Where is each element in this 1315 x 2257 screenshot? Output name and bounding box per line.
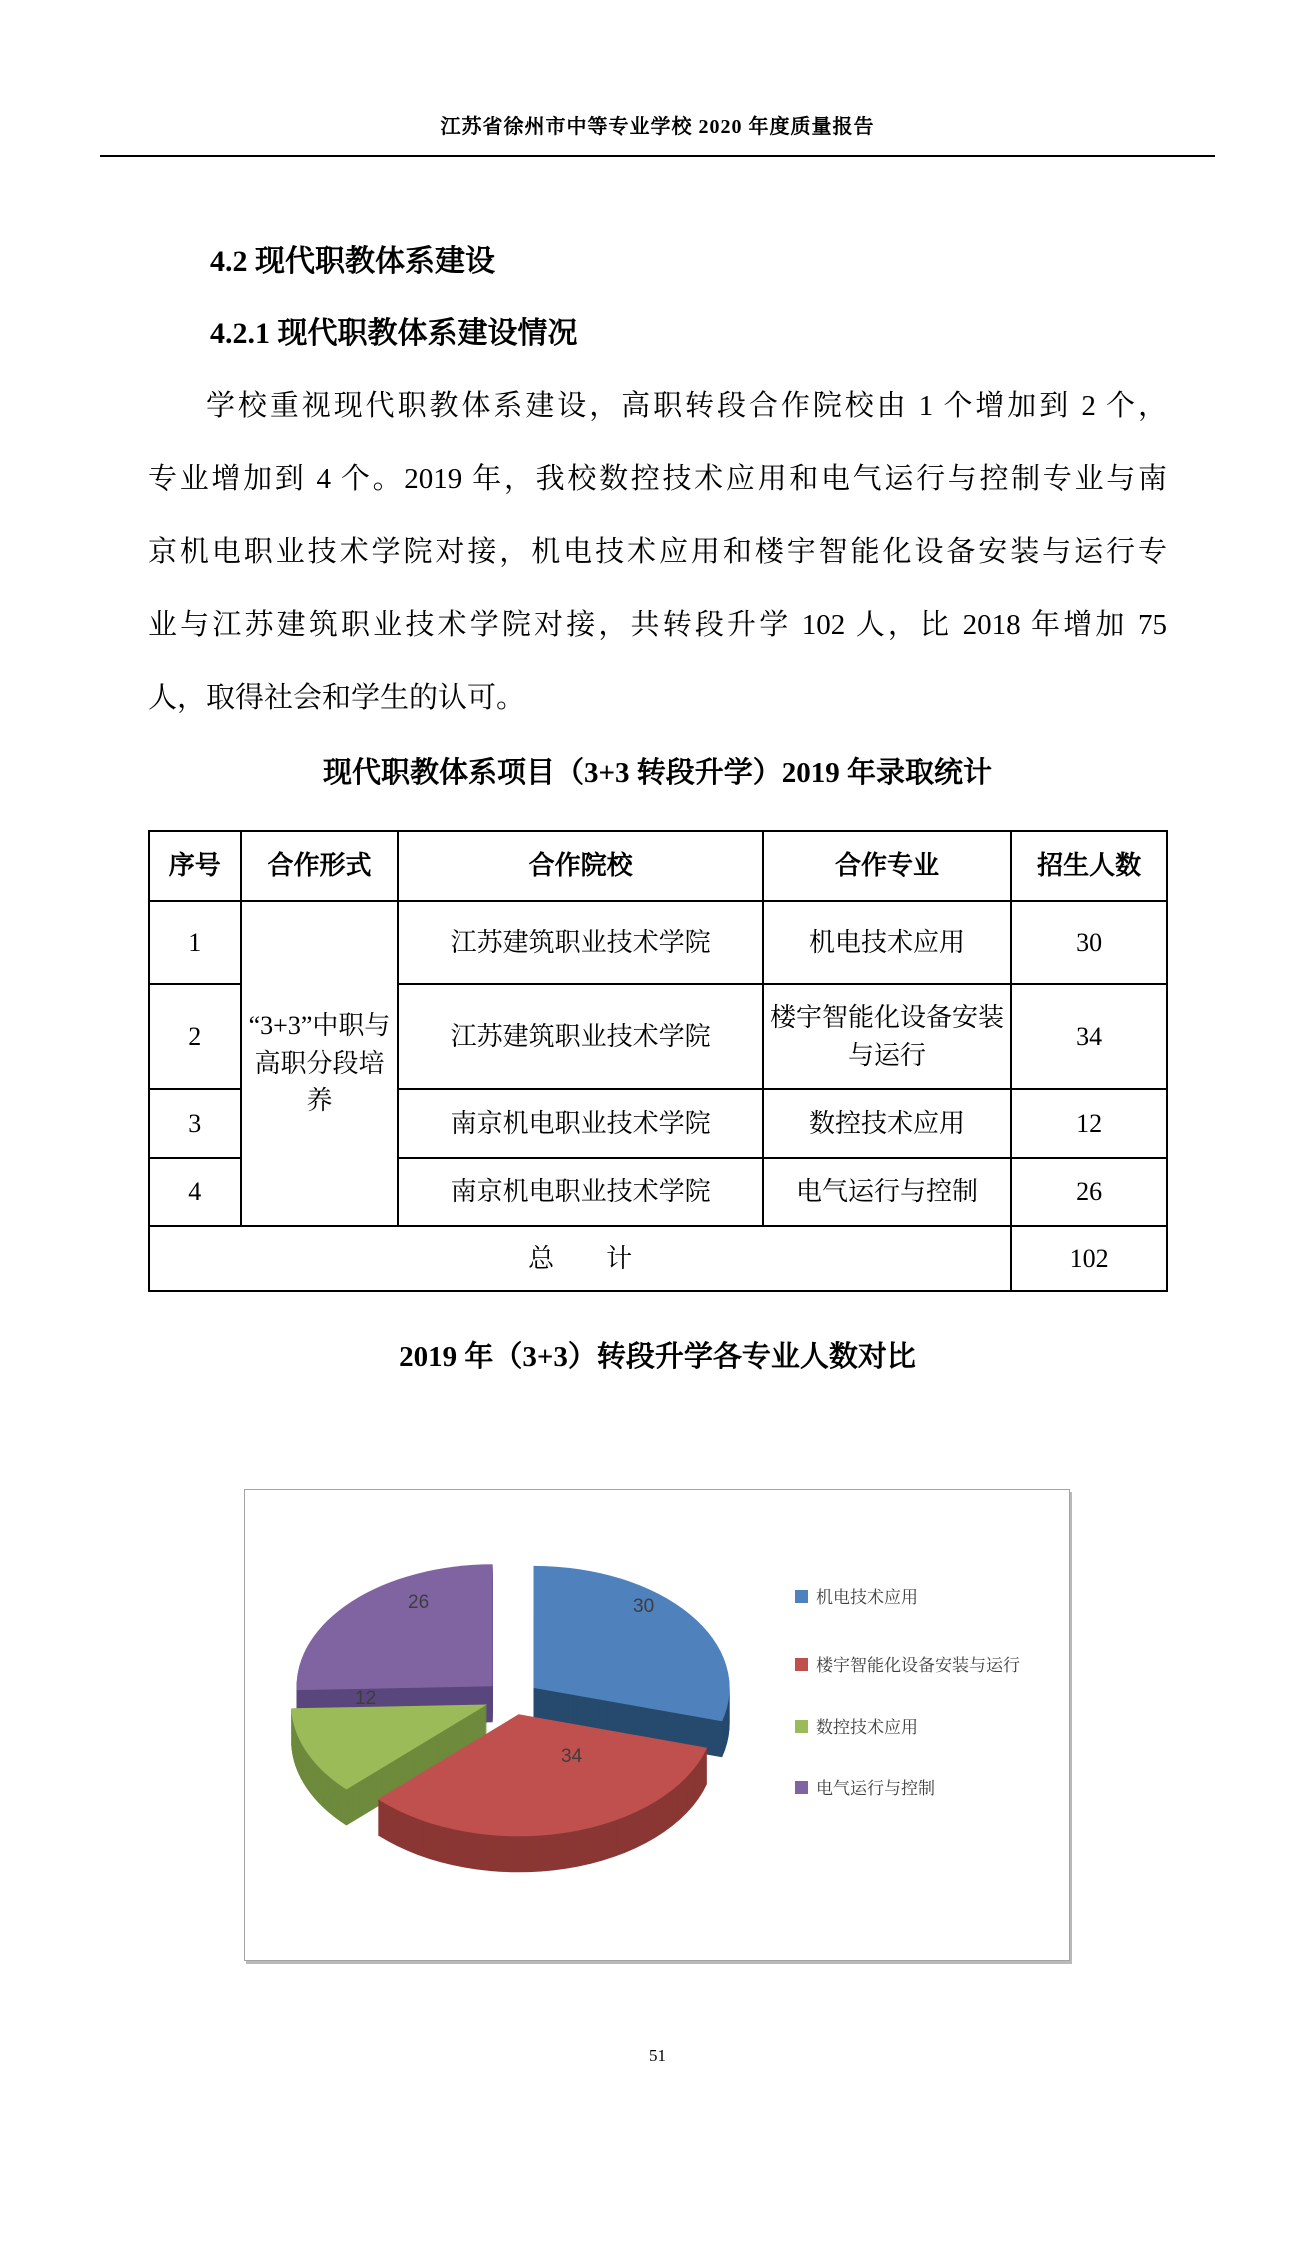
admission-table <box>148 830 1168 1292</box>
total-label: 总 计 <box>149 1226 1011 1291</box>
table-header-row <box>149 831 1167 901</box>
legend-item <box>795 1776 1021 1802</box>
page-number: 51 <box>649 2046 666 2065</box>
pie-data-label: 26 <box>408 1592 430 1613</box>
legend-item <box>795 1585 1021 1611</box>
legend-swatch-icon <box>795 1781 808 1794</box>
chart-legend <box>795 1490 1063 1960</box>
table-row <box>149 901 1167 984</box>
cell-college: 江苏建筑职业技术学院 <box>398 901 762 984</box>
cell-no: 2 <box>149 984 241 1089</box>
cell-major: 楼宇智能化设备安装与运行 <box>763 984 1011 1089</box>
subsection-heading: 4.2.1 现代职教体系建设情况 <box>210 317 578 350</box>
cell-count: 12 <box>1011 1089 1167 1158</box>
pie-slice-top <box>297 1564 493 1690</box>
paragraph-line: 学校重视现代职教体系建设，高职转段合作院校由 1 个增加到 2 个， <box>206 390 1167 422</box>
legend-label: 楼宇智能化设备安装与运行 <box>816 1656 1020 1675</box>
legend-swatch-icon <box>795 1590 808 1603</box>
report-header: 江苏省徐州市中等专业学校 2020 年度质量报告 <box>440 116 875 138</box>
paragraph-line: 业与江苏建筑职业技术学院对接，共转段升学 102 人，比 2018 年增加 75 <box>148 609 1167 641</box>
legend-item <box>795 1653 1021 1679</box>
legend-item <box>795 1715 1021 1741</box>
chart-title: 2019 年（3+3）转段升学各专业人数对比 <box>399 1341 916 1373</box>
legend-swatch-icon <box>795 1720 808 1733</box>
header-rule <box>100 155 1215 157</box>
legend-label: 电气运行与控制 <box>816 1779 935 1798</box>
cell-no: 4 <box>149 1158 241 1226</box>
paragraph-line: 人，取得社会和学生的认可。 <box>148 682 526 714</box>
total-value: 102 <box>1011 1226 1167 1291</box>
legend-swatch-icon <box>795 1658 808 1671</box>
legend-label: 数控技术应用 <box>816 1718 918 1737</box>
column-header: 招生人数 <box>1011 831 1167 901</box>
cell-count: 34 <box>1011 984 1167 1089</box>
cell-college: 南京机电职业技术学院 <box>398 1089 762 1158</box>
cell-major: 电气运行与控制 <box>763 1158 1011 1226</box>
body-paragraph <box>148 370 1167 735</box>
column-header: 合作院校 <box>398 831 762 901</box>
pie-data-label: 30 <box>633 1596 655 1617</box>
cell-count: 26 <box>1011 1158 1167 1226</box>
pie-data-label: 12 <box>355 1688 377 1709</box>
column-header: 序号 <box>149 831 241 901</box>
cell-college: 南京机电职业技术学院 <box>398 1158 762 1226</box>
cell-no: 1 <box>149 901 241 984</box>
cell-no: 3 <box>149 1089 241 1158</box>
column-header: 合作形式 <box>241 831 399 901</box>
cell-cooperation-form: “3+3”中职与高职分段培养 <box>241 901 399 1226</box>
paragraph-line: 专业增加到 4 个。2019 年，我校数控技术应用和电气运行与控制专业与南 <box>148 463 1167 495</box>
cell-college: 江苏建筑职业技术学院 <box>398 984 762 1089</box>
cell-major: 机电技术应用 <box>763 901 1011 984</box>
cell-count: 30 <box>1011 901 1167 984</box>
cell-major: 数控技术应用 <box>763 1089 1011 1158</box>
table-total-row <box>149 1226 1167 1291</box>
paragraph-line: 京机电职业技术学院对接，机电技术应用和楼宇智能化设备安装与运行专 <box>148 536 1167 568</box>
section-heading: 4.2 现代职教体系建设 <box>210 245 495 278</box>
pie-chart-panel <box>244 1489 1070 1961</box>
table-title: 现代职教体系项目（3+3 转段升学）2019 年录取统计 <box>322 757 993 789</box>
column-header: 合作专业 <box>763 831 1011 901</box>
legend-label: 机电技术应用 <box>816 1588 918 1607</box>
pie-data-label: 34 <box>561 1746 583 1767</box>
